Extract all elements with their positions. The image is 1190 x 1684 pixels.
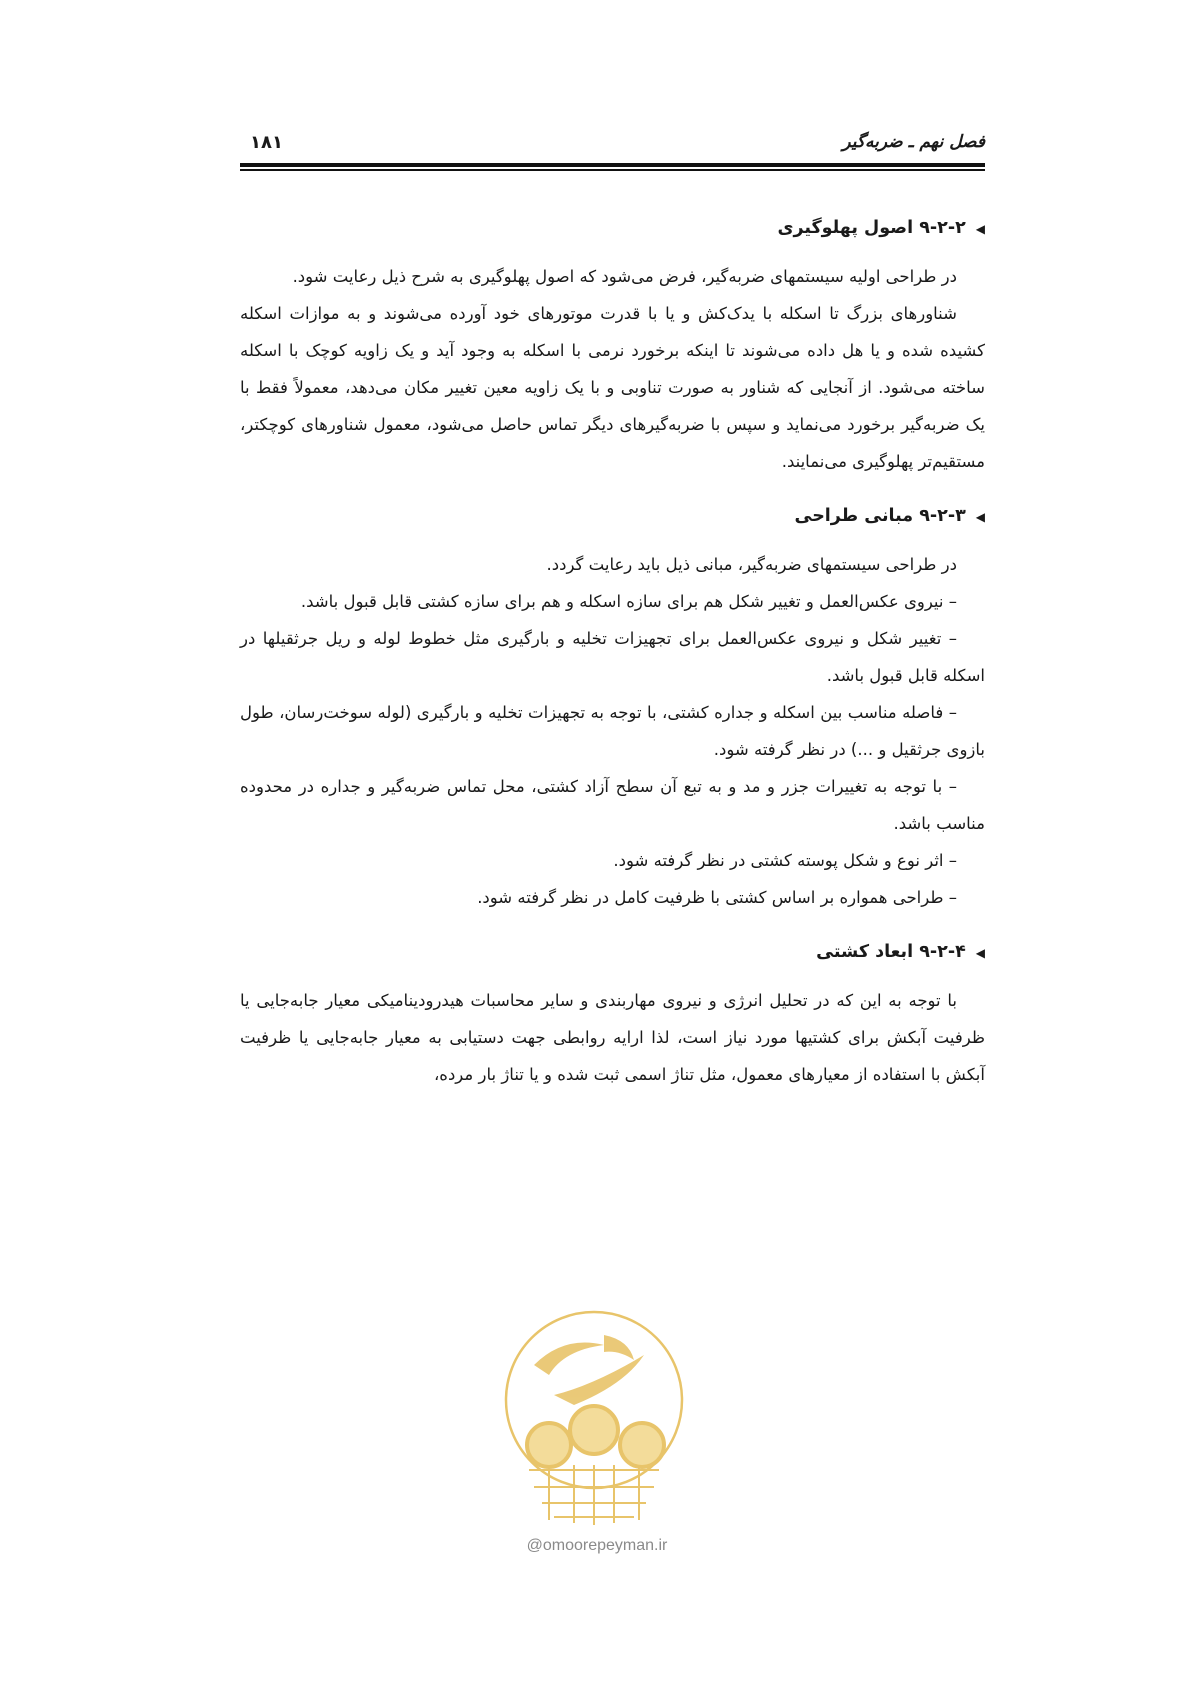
list-item: – طراحی همواره بر اساس کشتی با ظرفیت کامل در نظر گرفته شود. <box>477 888 957 907</box>
header-rule-thick <box>240 163 985 167</box>
watermark-url <box>492 1537 702 1555</box>
triangle-bullet-icon: ◀ <box>975 510 985 524</box>
section-berthing-principles <box>240 210 985 480</box>
section-heading-text: ۹-۲-۳ مبانی طراحی <box>794 506 966 526</box>
list-item: – تغییر شکل و نیروی عکس‌العمل برای تجهیزات تخلیه و بارگیری مثل خطوط لوله و ریل جرثقیلها در اسکله قابل قبول باشد. <box>240 629 985 685</box>
gear-icon <box>620 1423 664 1467</box>
section-heading-text: ۹-۲-۲ اصول پهلوگیری <box>777 218 966 238</box>
section-ship-dimensions <box>240 934 985 1093</box>
list-item: – اثر نوع و شکل پوسته کشتی در نظر گرفته شود. <box>613 851 957 870</box>
triangle-bullet-icon: ◀ <box>975 222 985 236</box>
gear-icon <box>527 1423 571 1467</box>
list-item: – با توجه به تغییرات جزر و مد و به تبع آن سطح آزاد کشتی، محل تماس ضربه‌گیر و جداره در محدوده مناسب باشد. <box>240 777 985 833</box>
paragraph: با توجه به این که در تحلیل انرژی و نیروی مهاربندی و سایر محاسبات هیدرودینامیکی معیار جابه‌جایی یا ظرفیت آبکش برای کشتیها مورد نیاز است، لذا ارایه روابطی جهت دستیابی به معیار جابه‌جایی یا ظرفیت آبکش با استفاده از معیارهای معمول، مثل تناژ اسمی ثبت شده و یا تناژ بار مرده، <box>240 991 985 1084</box>
paragraph: شناورهای بزرگ تا اسکله با یدک‌کش و یا با قدرت موتورهای خود آورده می‌شوند و به موازات اسکله کشیده شده و یا هل داده می‌شوند تا اینکه برخورد نرمی با اسکله به وجود آید و یک زاویه کوچک با اسکله ساخته می‌شود. از آنجایی که شناور به صورت تناوبی و با یک زاویه معین تغییر مکان می‌دهد، معمولاً فقط با یک ضربه‌گیر برخورد می‌نماید و سپس با ضربه‌گیرهای دیگر تماس حاصل می‌شود، معمول شناورهای کوچکتر، مستقیم‌تر پهلوگیری می‌نمایند. <box>240 304 985 471</box>
page-header <box>240 128 985 158</box>
watermark-url-text: @omoorepeyman.ir <box>526 1537 668 1554</box>
section-heading-text: ۹-۲-۴ ابعاد کشتی <box>816 942 966 962</box>
watermark-logo <box>494 1305 694 1530</box>
gear-icon <box>570 1406 618 1454</box>
triangle-bullet-icon: ◀ <box>975 946 985 960</box>
section-heading <box>240 210 985 248</box>
section-heading <box>240 498 985 536</box>
paragraph: در طراحی اولیه سیستمهای ضربه‌گیر، فرض می‌شود که اصول پهلوگیری به شرح ذیل رعایت شود. <box>292 267 957 286</box>
section-heading <box>240 934 985 972</box>
section-design-basis <box>240 498 985 916</box>
header-rule-thin <box>240 169 985 171</box>
list-item: – فاصله مناسب بین اسکله و جداره کشتی، با توجه به تجهیزات تخلیه و بارگیری (لوله سوخت‌رسان، طول بازوی جرثقیل و ...) در نظر گرفته شود. <box>240 703 985 759</box>
list-item: – نیروی عکس‌العمل و تغییر شکل هم برای سازه اسکله و هم برای سازه کشتی قابل قبول باشد. <box>300 592 957 611</box>
paragraph: در طراحی سیستمهای ضربه‌گیر، مبانی ذیل باید رعایت گردد. <box>546 555 957 574</box>
page-body <box>240 210 985 1111</box>
running-title: فصل نهم ـ ضربه‌گیر <box>842 132 985 152</box>
page-number: ۱۸۱ <box>250 132 283 153</box>
